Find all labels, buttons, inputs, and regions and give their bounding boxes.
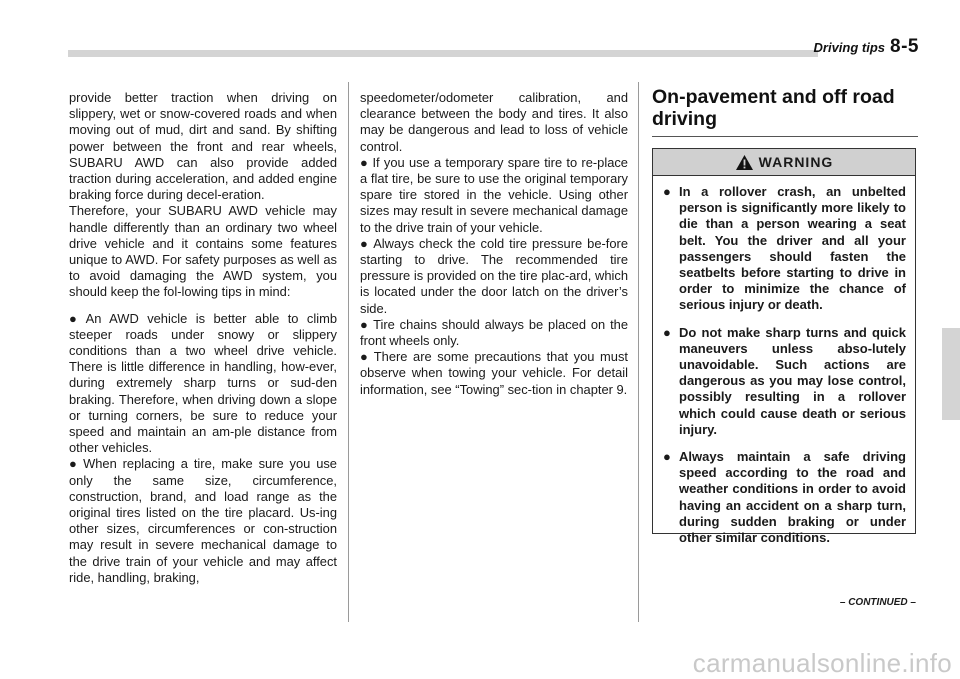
bullet-icon: ● xyxy=(360,349,370,365)
bullet-paragraph xyxy=(360,236,628,317)
warning-box xyxy=(652,148,916,546)
bullet-icon: ● xyxy=(663,184,671,199)
bullet-paragraph xyxy=(69,311,337,457)
bullet-paragraph xyxy=(360,349,628,398)
warning-triangle-icon xyxy=(735,154,754,171)
bullet-paragraph xyxy=(69,456,337,586)
paragraph: speedometer/odometer calibration, and clearance between the body and tires. It also may be dangerous and lead to loss of vehicle control. xyxy=(360,90,628,154)
header-rule xyxy=(68,50,818,57)
page-header xyxy=(814,36,919,58)
middle-column xyxy=(360,90,628,398)
bullet-paragraph xyxy=(360,155,628,236)
chapter-thumb-tab xyxy=(942,328,960,420)
warning-item xyxy=(663,449,906,546)
bullet-text: If you use a temporary spare tire to re-place a flat tire, be sure to use the original temporary spare tire stored in the vehicle. Using other sizes may result in severe mechanical damage to the drive train of your vehicle. xyxy=(360,154,628,235)
warning-list xyxy=(653,176,915,546)
column-divider-left xyxy=(348,82,349,622)
paragraph: provide better traction when driving on slippery, wet or snow-covered roads and when moving out of mud, dirt and sand. By shifting power between the front and rear wheels, SUBARU AWD can also provide added traction during acceleration, and added engine braking force during decel-eration. xyxy=(69,90,337,203)
continued-label: – CONTINUED – xyxy=(839,597,916,608)
bullet-icon: ● xyxy=(663,324,671,340)
warning-item xyxy=(663,184,906,314)
bullet-text: There are some precautions that you must observe when towing your vehicle. For detail information, see “Towing” sec-tion in chapter 9. xyxy=(360,349,628,397)
warning-item-text: In a rollover crash, an unbelted person is significantly more likely to die than a person wearing a seat belt. You the driver and all your passengers should fasten the seatbelts before starting to drive in order to minimize the chance of serious injury or death. xyxy=(679,184,906,313)
bullet-icon: ● xyxy=(360,235,370,251)
bullet-icon: ● xyxy=(69,456,80,472)
left-column xyxy=(69,90,337,586)
bullet-text: An AWD vehicle is better able to climb steeper roads under snowy or slippery conditions than a two wheel drive vehicle. There is little difference in handling, how-ever, during extremely sharp turns or sud-den braking. Therefore, when driving down a slope or turning corners, be sure to reduce your speed and maintain an am-ple distance from other vehicles. xyxy=(69,310,337,456)
bullet-text: Always check the cold tire pressure be-fore starting to drive. The recommended tire pressure is provided on the tire plac-ard, which is located under the door latch on the driver’s side. xyxy=(360,235,628,316)
warning-item-text: Always maintain a safe driving speed according to the road and weather conditions in order to avoid having an accident on a sharp turn, during sudden braking or under other similar conditions. xyxy=(679,449,906,546)
bullet-text: Tire chains should always be placed on the front wheels only. xyxy=(360,316,628,349)
bullet-icon: ● xyxy=(663,449,671,465)
header-page-number: 8-5 xyxy=(890,36,919,57)
warning-item-text: Do not make sharp turns and quick maneuvers unless abso-lutely unavoidable. Such actions are dangerous as you may lose control, possibly resulting in a rollover which could cause death or serious injury. xyxy=(679,324,906,437)
paragraph: Therefore, your SUBARU AWD vehicle may handle differently than an ordinary two wheel drive vehicle and it contains some features unique to AWD. For safety purposes as well as to avoid damaging the AWD system, you should keep the fol-lowing tips in mind: xyxy=(69,203,337,300)
warning-item xyxy=(663,325,906,438)
watermark: carmanualsonline.info xyxy=(692,648,952,678)
header-section-title: Driving tips xyxy=(813,40,886,55)
bullet-icon: ● xyxy=(360,154,369,170)
column-divider-right xyxy=(638,82,639,622)
section-title: On-pavement and off road driving xyxy=(652,86,918,137)
bullet-icon: ● xyxy=(360,316,370,332)
warning-label: WARNING xyxy=(758,154,834,170)
warning-header xyxy=(653,149,915,176)
bullet-icon: ● xyxy=(69,310,82,326)
bullet-paragraph xyxy=(360,317,628,349)
bullet-text: When replacing a tire, make sure you use only the same size, circumference, construction, brand, and load range as the original tires listed on the tire placard. Us-ing other sizes, circumferences or con-struction may result in severe mechanical damage to the drive train of your vehicle and may affect ride, handling, braking, xyxy=(69,456,337,585)
